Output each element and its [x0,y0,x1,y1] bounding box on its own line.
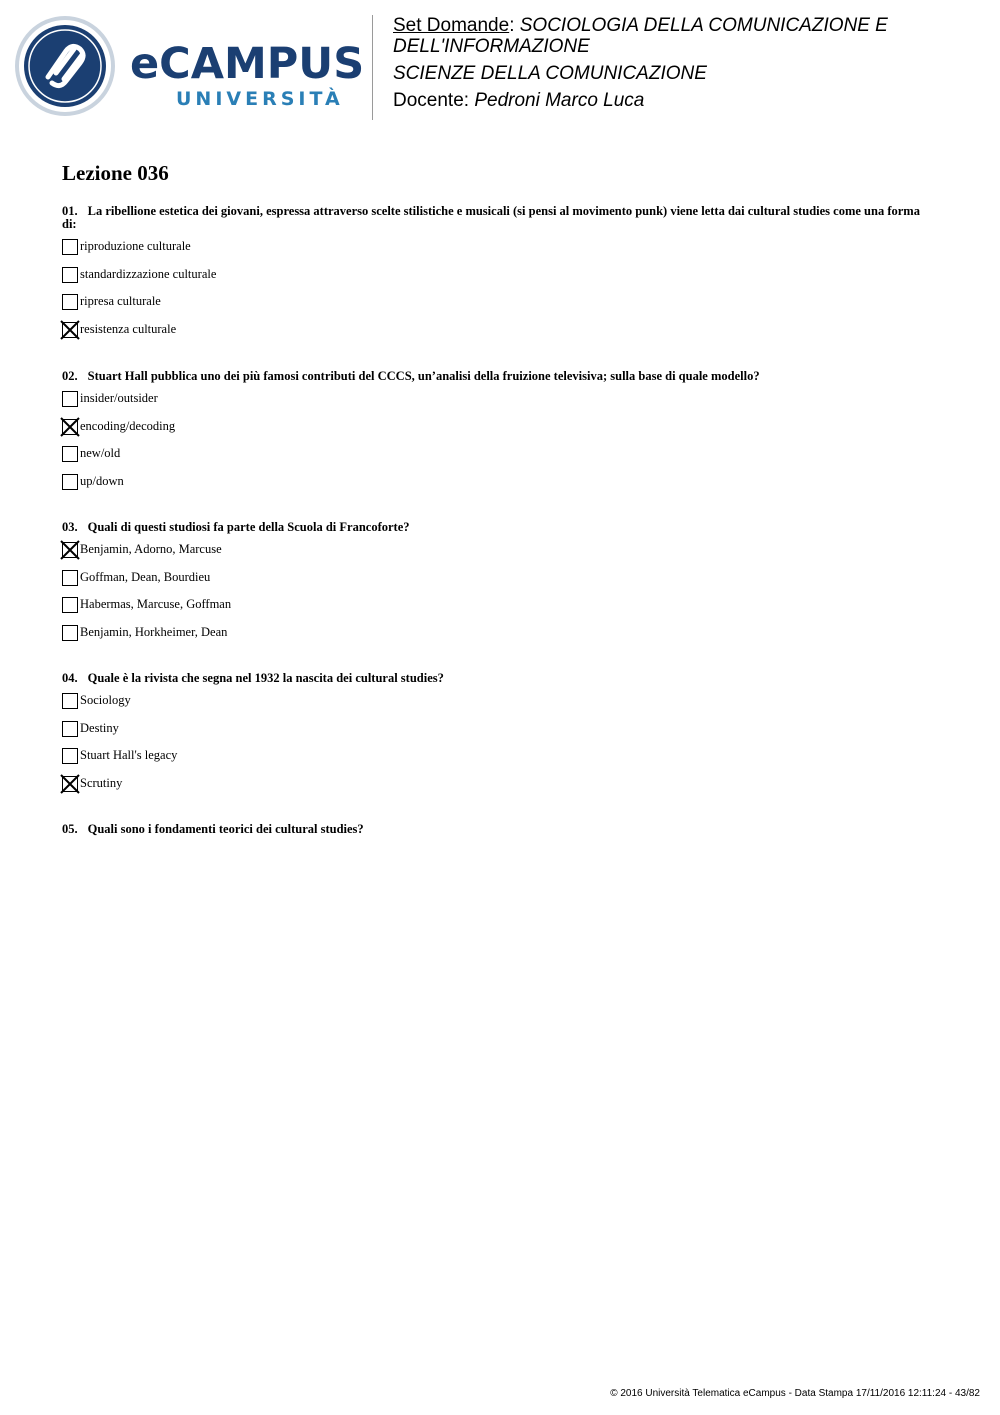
answer-label: Destiny [80,720,119,735]
course-line-1 [393,15,983,36]
cross-mark-icon [60,774,80,794]
question-05 [62,823,942,836]
answer-options [62,542,942,658]
answer-options [62,239,942,355]
answer-label: standardizzazione culturale [80,266,217,281]
degree-name: SCIENZE DELLA COMUNICAZIONE [393,63,707,84]
ecampus-logo-wordmark [130,39,365,115]
teacher-label: Docente: [393,90,470,111]
question-body: Quali sono i fondamenti teorici dei cultural studies? [87,822,364,836]
answer-label: Sociology [80,693,131,707]
question-03 [62,521,942,658]
answer-options [62,693,942,809]
question-body-continued: di: [62,217,77,231]
lesson-title: Lezione 036 [62,161,169,185]
brand-subtitle: UNIVERSITÀ [176,88,344,110]
course-info [393,15,983,111]
question-number: 01. [62,204,78,218]
answer-option[interactable] [62,446,942,480]
answer-label: resistenza culturale [80,321,177,336]
answer-label: Benjamin, Horkheimer, Dean [80,624,228,639]
cross-mark-icon [60,417,80,437]
checkbox-checked[interactable] [62,776,78,792]
answer-label: Stuart Hall's legacy [80,748,178,763]
answer-label: insider/outsider [80,391,158,405]
brand-name: eCAMPUS [130,39,365,89]
answer-label: riproduzione culturale [80,239,191,253]
checkbox[interactable] [62,748,78,764]
checkbox[interactable] [62,721,78,737]
answer-option[interactable] [62,720,942,755]
answer-option[interactable] [62,748,942,782]
answer-label: up/down [80,473,124,488]
header-divider [372,15,373,120]
course-name: SOCIOLOGIA DELLA COMUNICAZIONE E [519,15,888,36]
checkbox[interactable] [62,474,78,490]
question-text [62,672,942,685]
answer-option[interactable] [62,624,942,659]
question-number: 04. [62,671,78,685]
cross-mark-icon [60,320,80,340]
question-text [62,521,942,534]
page-footer: © 2016 Università Telematica eCampus - Data Stampa 17/11/2016 12:11:24 - 43/82 [610,1388,980,1399]
answer-label: encoding/decoding [80,418,176,433]
answer-label: Goffman, Dean, Bourdieu [80,569,211,584]
set-colon: : [509,15,515,36]
answer-option[interactable] [62,473,942,508]
answer-label: Scrutiny [80,775,123,790]
checkbox[interactable] [62,597,78,613]
checkbox[interactable] [62,294,78,310]
question-text [62,823,942,836]
checkbox-checked[interactable] [62,419,78,435]
checkbox-checked[interactable] [62,322,78,338]
answer-label: ripresa culturale [80,294,161,309]
question-04 [62,672,942,809]
question-02 [62,370,942,507]
question-number: 03. [62,520,78,534]
answer-option-selected[interactable] [62,321,942,356]
answer-option[interactable] [62,391,942,425]
answer-label: Benjamin, Adorno, Marcuse [80,542,222,556]
question-body: La ribellione estetica dei giovani, espressa attraverso scelte stilistiche e musicali (si pensi al movimento punk) viene letta dai cultural studies come una forma [87,204,920,218]
answer-option[interactable] [62,266,942,301]
answer-option-selected[interactable] [62,418,942,453]
question-number: 05. [62,822,78,836]
checkbox[interactable] [62,693,78,709]
answer-option[interactable] [62,294,942,328]
answer-label: new/old [80,446,121,461]
answer-option-selected[interactable] [62,775,942,810]
teacher-name: Pedroni Marco Luca [474,90,645,111]
checkbox[interactable] [62,446,78,462]
question-text [62,370,942,383]
question-number: 02. [62,369,78,383]
course-line-2: DELL'INFORMAZIONE [393,36,590,57]
question-text [62,205,942,231]
question-01 [62,205,942,355]
checkbox[interactable] [62,570,78,586]
cross-mark-icon [60,540,80,560]
ecampus-logo-emblem-icon [14,15,116,117]
answer-option[interactable] [62,693,942,727]
page-header [0,0,1000,130]
question-body: Quale è la rivista che segna nel 1932 la nascita dei cultural studies? [87,671,444,685]
answer-label: Habermas, Marcuse, Goffman [80,597,232,612]
set-label: Set Domande [393,15,510,36]
answer-options [62,391,942,507]
checkbox[interactable] [62,391,78,407]
question-body: Stuart Hall pubblica uno dei più famosi contributi del CCCS, un’analisi della fruizione televisiva; sulla base di quale modello? [87,369,760,383]
teacher-line [393,90,983,111]
question-body: Quali di questi studiosi fa parte della Scuola di Francoforte? [87,520,410,534]
checkbox[interactable] [62,239,78,255]
checkbox[interactable] [62,267,78,283]
checkbox[interactable] [62,625,78,641]
checkbox-checked[interactable] [62,542,78,558]
